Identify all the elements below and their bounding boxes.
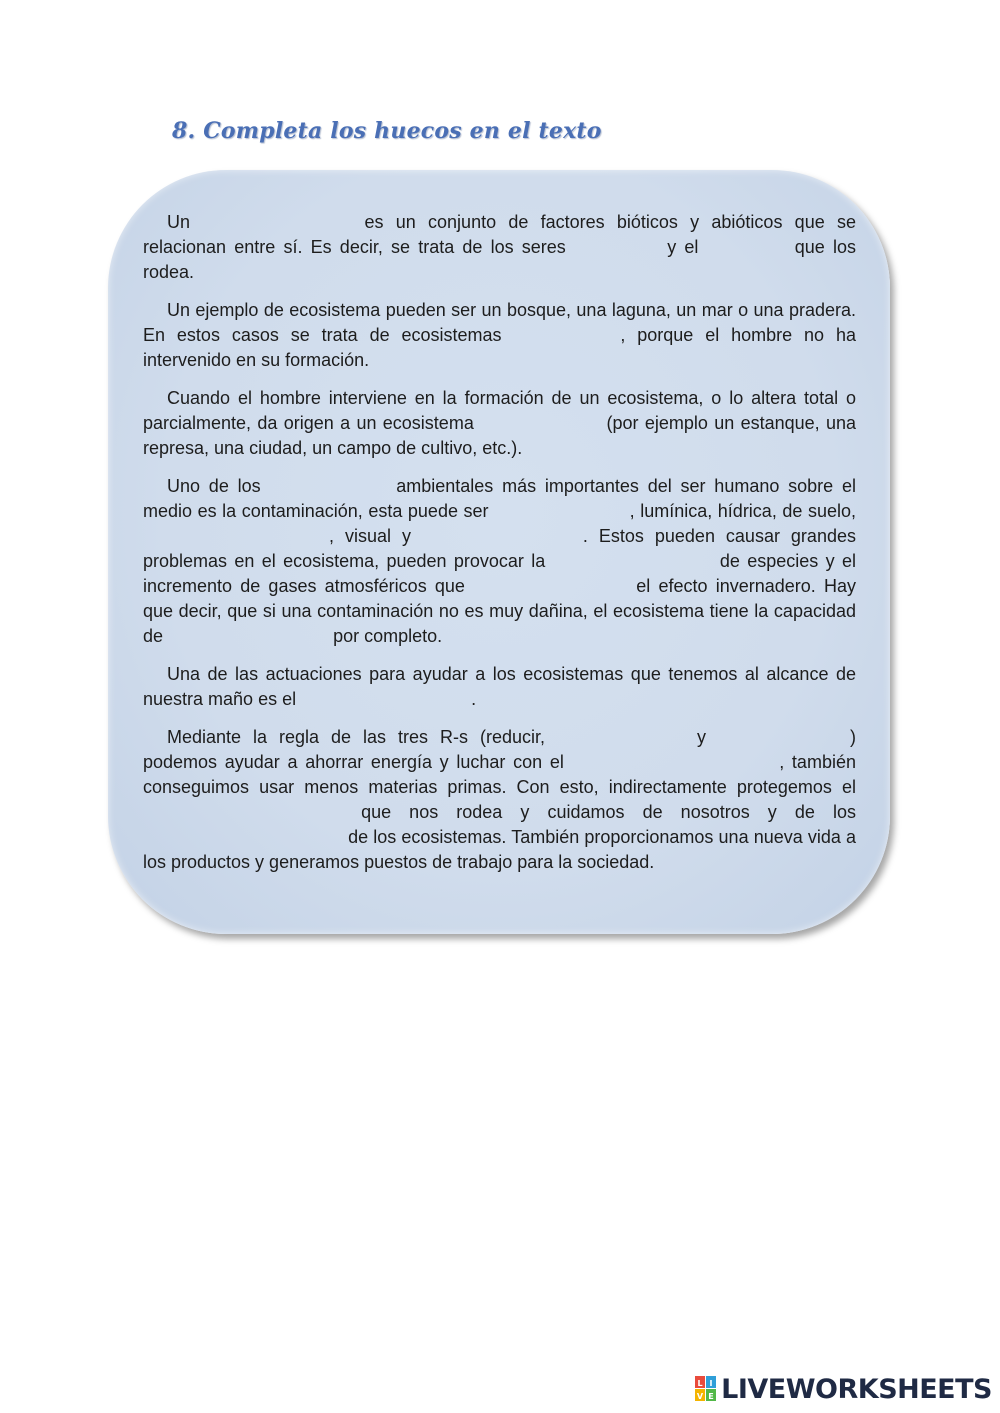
blank-input[interactable] <box>574 239 659 253</box>
paragraph-2: Un ejemplo de ecosistema pueden ser un bosque, una laguna, un mar o una pradera. En estos casos se trata de ecosistemas , porque el hombre no ha intervenido en su formación. <box>143 300 856 370</box>
paragraph-3: Cuando el hombre interviene en la formación de un ecosistema, o lo altera total o parcialmente, da origen a un ecosistema (por ejemplo un estanque, una represa, una ciudad, un campo de cultivo, etc.). <box>143 388 856 458</box>
blank-input[interactable] <box>168 628 328 642</box>
blank-input[interactable] <box>269 478 387 492</box>
blank-input[interactable] <box>422 528 572 542</box>
blank-input[interactable] <box>143 804 343 818</box>
exercise-title: 8. Completa los huecos en el texto <box>172 118 602 144</box>
blank-input[interactable] <box>143 528 318 542</box>
blank-input[interactable] <box>480 415 600 429</box>
blank-input[interactable] <box>513 327 608 341</box>
paragraph-6: Mediante la regla de las tres R-s (reducir, y ) podemos ayudar a ahorrar energía y luchar con el , también conseguimos usar menos materias primas. Con esto, indirectamente protegemos el que nos rodea y cuidamos de nosotros y de los de los ecosistemas. También proporcionamos una nueva vida a los productos y generamos puestos de trabajo para la sociedad. <box>143 727 856 872</box>
fill-in-text <box>143 210 856 888</box>
paragraph-4: Uno de los ambientales más importantes del ser humano sobre el medio es la contaminación, esta puede ser , lumínica, hídrica, de suelo, , visual y . Estos pueden causar grandes problemas en el ecosistema, pueden provocar la de especies y el incremento de gases atmosféricos que el efecto invernadero. Hay que decir, que si una contaminación no es muy dañina, el ecosistema tiene la capacidad de por completo. <box>143 476 856 646</box>
logo-letter: L <box>697 1379 703 1388</box>
brand-name: LIVEWORKSHEETS <box>721 1373 992 1405</box>
blank-input[interactable] <box>494 503 624 517</box>
blank-input[interactable] <box>553 553 713 567</box>
logo-letter: I <box>709 1379 713 1388</box>
logo-letter: V <box>697 1392 704 1401</box>
blank-input[interactable] <box>301 691 471 705</box>
paragraph-1: Un es un conjunto de factores bióticos y abióticos que se relacionan entre sí. Es decir, se trata de los seres y el que los rodea. <box>143 212 856 282</box>
blank-input[interactable] <box>143 829 343 843</box>
blank-input[interactable] <box>202 214 352 228</box>
logo-letter: E <box>708 1392 714 1401</box>
blank-input[interactable] <box>707 239 787 253</box>
blank-input[interactable] <box>718 729 838 743</box>
blank-input[interactable] <box>473 578 628 592</box>
blank-input[interactable] <box>557 729 685 743</box>
blank-input[interactable] <box>572 754 772 768</box>
logo-blocks-icon <box>695 1376 717 1402</box>
paragraph-5: Una de las actuaciones para ayudar a los ecosistemas que tenemos al alcance de nuestra maño es el . <box>143 664 856 709</box>
liveworksheets-logo <box>695 1369 992 1409</box>
